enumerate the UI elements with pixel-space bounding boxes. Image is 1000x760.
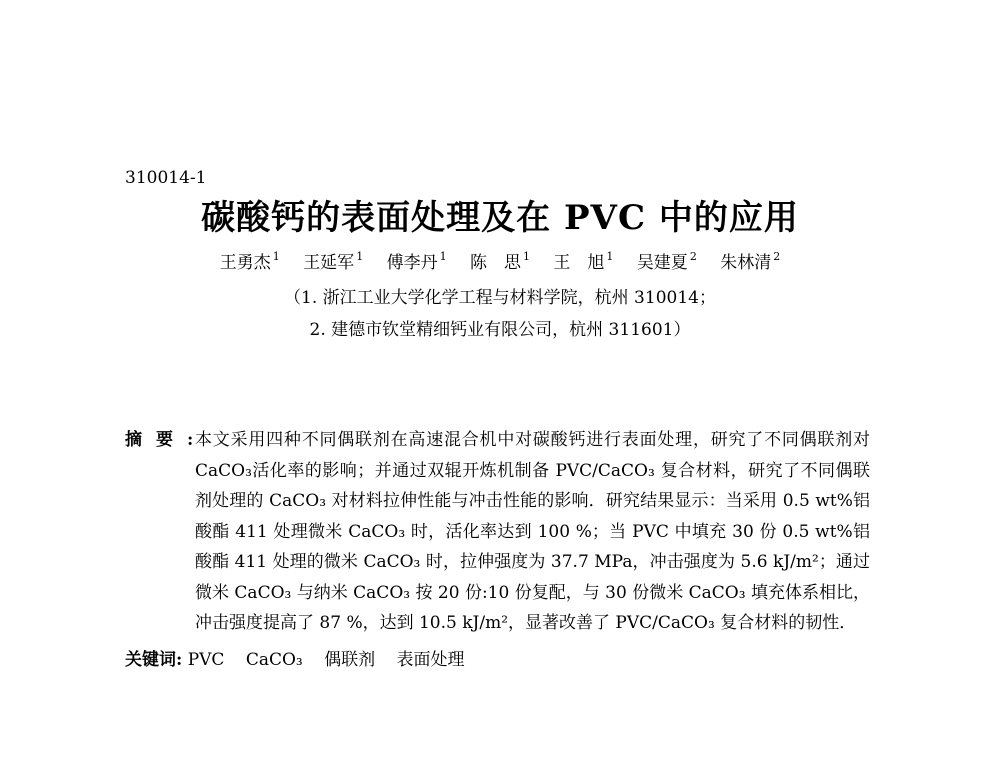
author: 王勇杰 $^1$ — [219, 250, 280, 273]
author: 王 旭 $^1$ — [553, 250, 614, 273]
affiliation-1: （1. 浙江工业大学化学工程与材料学院，杭州 310014； — [284, 288, 716, 308]
abstract — [125, 425, 870, 639]
keywords — [125, 645, 481, 670]
keyword: 表面处理 — [396, 650, 465, 670]
author: 傅李丹 $^1$ — [386, 250, 447, 273]
abstract-label: 摘要: — [125, 430, 208, 450]
author: 陈 思 $^1$ — [470, 250, 530, 273]
author-list — [0, 248, 1000, 273]
paper-id: 310014-1 — [125, 168, 207, 188]
paper-title: 碳酸钙的表面处理及在 PVC 中的应用 — [201, 198, 799, 238]
keyword: PVC — [187, 650, 225, 670]
keyword: CaCO₃ — [245, 650, 303, 670]
affiliation-2: 2. 建德市钦堂精细钙业有限公司，杭州 311601） — [309, 320, 691, 340]
author: 王延军 $^1$ — [303, 250, 364, 273]
keywords-label: 关键词: — [125, 650, 183, 670]
author: 吴建夏 $^2$ — [636, 250, 697, 273]
keyword: 偶联剂 — [324, 650, 376, 670]
abstract-body: 本文采用四种不同偶联剂在高速混合机中对碳酸钙进行表面处理，研究了不同偶联剂对CaCO₃活化率的影响；并通过双辊开炼机制备 PVC/CaCO₃ 复合材料，研究了不同偶联剂处理的 CaCO₃ 对材料拉伸性能与冲击性能的影响．研究结果显示：当采用 0.5 wt%铝酸酯 411 处理微米 CaCO₃ 时，活化率达到 100 %；当 PVC 中填充 30 份 0.5 wt%铝酸酯 411 处理的微米 CaCO₃ 时，拉伸强度为 37.7 MPa，冲击强度为 5.6 kJ/m²；通过微米 CaCO₃ 与纳米 CaCO₃ 按 20 份:10 份复配，与 30 份微米 CaCO₃ 填充体系相比，冲击强度提高了 87 %，达到 10.5 kJ/m²，显著改善了 PVC/CaCO₃ 复合材料的韧性． — [195, 430, 870, 633]
author: 朱林清 $^2$ — [720, 250, 781, 273]
